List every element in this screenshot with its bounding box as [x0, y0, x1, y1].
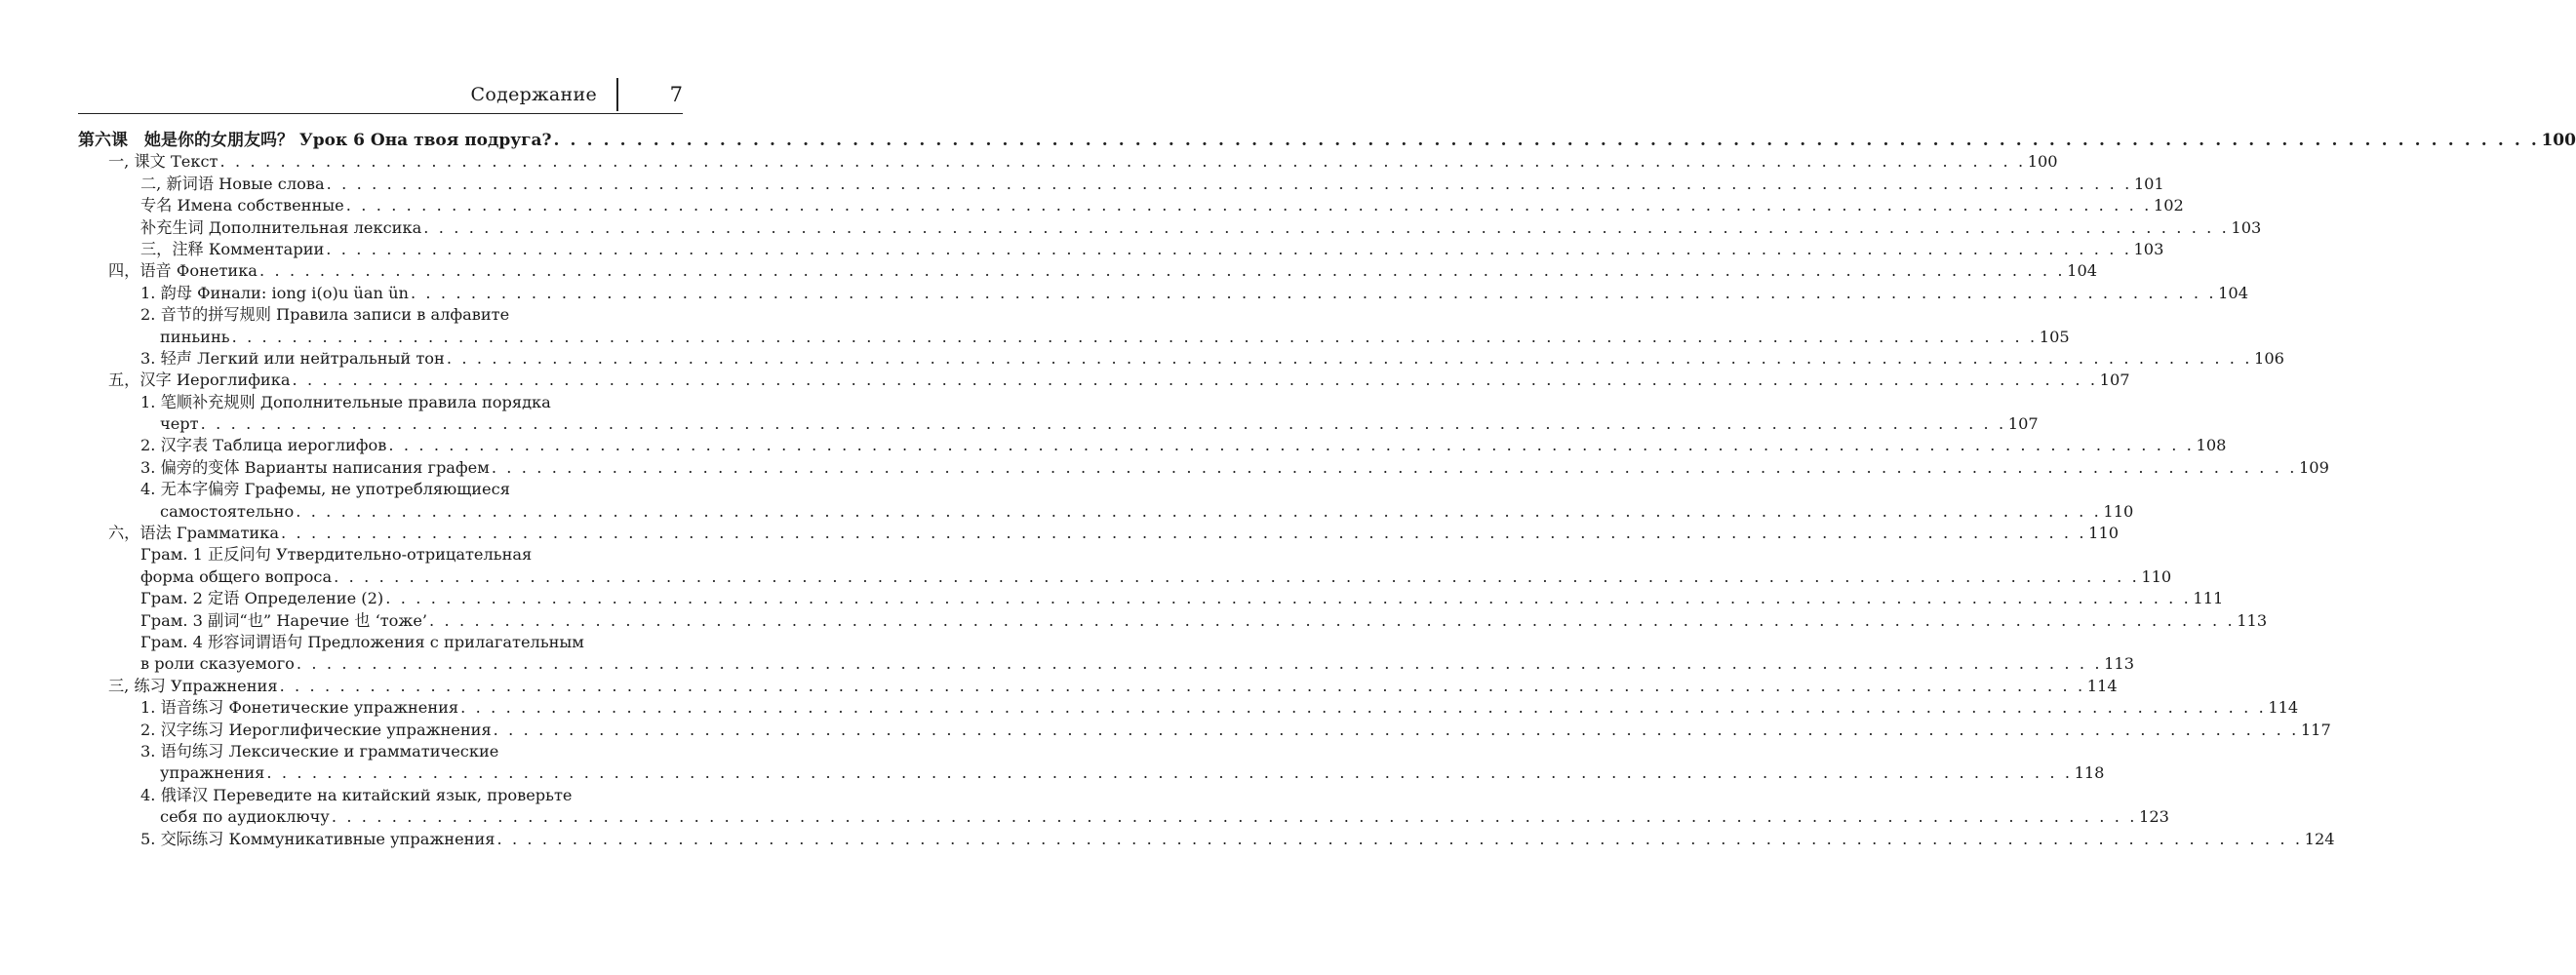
toc-entry [78, 304, 683, 326]
toc-entry-page: 100 [2027, 152, 2058, 172]
table-of-contents [78, 130, 2576, 850]
toc-entry-page: 102 [2153, 196, 2184, 215]
toc-entry-title: Грам. 1 正反问句 Утвердительно-отрицательная [140, 545, 533, 565]
toc-entry [78, 370, 2130, 391]
toc-entry [78, 829, 2335, 850]
toc-entry-page: 118 [2074, 763, 2105, 783]
toc-entry-title: самостоятельно [160, 501, 295, 521]
toc-entry [78, 501, 2134, 523]
toc-entry-title: 1. 语音练习 Фонетические упражнения [140, 698, 459, 718]
toc-entry-title: Грам. 2 定语 Определение (2) [140, 589, 384, 608]
page-number: 7 [669, 83, 683, 106]
dot-leader: . . . . . . . . . . . . . . . . . . . . . . . . . . . . . . . . . . . . . . . . . . . . . . . . . . . . . . . . . . . . . . . . . . . . . . . . . . . . . . . . . . . . . . . . . . . . . . . . . . . . . . . . . . . . . . . . . . . . . . . . [446, 348, 2253, 368]
toc-entry-page: 117 [2300, 720, 2331, 739]
toc-entry-title: пиньинь [160, 327, 230, 346]
toc-entry-page: 113 [2237, 610, 2268, 630]
toc-entry-title: 3. 语句练习 Лексические и грамматические [140, 741, 499, 760]
toc-entry-page: 106 [2254, 348, 2284, 368]
dot-leader: . . . . . . . . . . . . . . . . . . . . . . . . . . . . . . . . . . . . . . . . . . . . . . . . . . . . . . . . . . . . . . . . . . . . . . . . . . . . . . . . . . . . . . . . . . . . . . . . . . . . . . . . . . . . . . . . . . . . . . . . [200, 414, 2006, 434]
dot-leader: . . . . . . . . . . . . . . . . . . . . . . . . . . . . . . . . . . . . . . . . . . . . . . . . . . . . . . . . . . . . . . . . . . . . . . . . . . . . . . . . . . . . . . . . . . . . . . . . . . . . . . . . . . . . . . . . . . . . . . . . [491, 457, 2297, 477]
dot-leader: . . . . . . . . . . . . . . . . . . . . . . . . . . . . . . . . . . . . . . . . . . . . . . . . . . . . . . . . . . . . . . . . . . . . . . . . . . . . . . . . . . . . . . . . . . . . . . . . . . . . . . . . . . . . . . . . . . . . . . . . [296, 501, 2102, 521]
toc-entry [78, 327, 2070, 348]
dot-leader: . . . . . . . . . . . . . . . . . . . . . . . . . . . . . . . . . . . . . . . . . . . . . . . . . . . . . . . . . . . . . . . . . . . . . . . . . . . . . . . . . . . . . . . . . . . . . . . . . . . . . . . . . . . . . . . . . . . . . . . . [496, 829, 2303, 848]
toc-entry [78, 457, 2329, 479]
dot-leader: . . . . . . . . . . . . . . . . . . . . . . . . . . . . . . . . . . . . . . . . . . . . . . . . . . . . . . . . . . . . . . . . . . . . . . . . . . . . . . . . . . . . . . . . . . . . . . . . . . . . . . . . . . . . . . . . . . . . . . . . [219, 152, 2026, 172]
toc-entry-title: себя по аудиоключу [160, 807, 330, 827]
toc-entry-page: 114 [2268, 698, 2299, 718]
toc-entry-page: 108 [2196, 436, 2227, 455]
toc-entry-title: 三，注释 Комментарии [140, 239, 325, 258]
dot-leader: . . . . . . . . . . . . . . . . . . . . . . . . . . . . . . . . . . . . . . . . . . . . . . . . . . . . . . . . . . . . . . . . . . . . . . . . . . . . . . . . . . . . . . . . . . . . . . . . . . . . . . . . . . . . . . . . . . . . . . . . [266, 763, 2073, 783]
dot-leader: . . . . . . . . . . . . . . . . . . . . . . . . . . . . . . . . . . . . . . . . . . . . . . . . . . . . . . . . . . . . . . . . . . . . . . . . . . . . . . . . . . . . . . . . . . . . . . . . . . . . . . . . . . . . . . . . . . . . . . . . [231, 327, 2038, 346]
header-divider [616, 78, 618, 111]
toc-entry-title: в роли сказуемого [140, 654, 295, 674]
toc-entry [78, 217, 2262, 239]
toc-entry [78, 392, 683, 413]
toc-entry-title: 5. 交际练习 Коммуникативные упражнения [140, 829, 495, 848]
toc-entry-page: 101 [2133, 174, 2164, 193]
toc-entry-title: 1. 韵母 Финали: iong i(o)u üan ün [140, 283, 409, 302]
toc-entry-page: 109 [2299, 457, 2329, 477]
toc-entry [78, 413, 2039, 435]
dot-leader: . . . . . . . . . . . . . . . . . . . . . . . . . . . . . . . . . . . . . . . . . . . . . . . . . . . . . . . . . . . . . . . . . . . . . . . . . . . . . . . . . . . . . . . . . . . . . . . . . . . . . . . . . . . . . . . . . . . . . . . . [388, 436, 2195, 455]
toc-entry-title: Грам. 4 形容词谓语句 Предложения с прилагательным [140, 632, 584, 651]
toc-entry-title: форма общего вопроса [140, 566, 333, 586]
toc-entry-title: 4. 俄译汉 Переведите на китайский язык, проверьте [140, 785, 573, 804]
running-header [78, 78, 683, 114]
toc-entry-title: 六，语法 Грамматика [108, 524, 279, 543]
toc-entry-page: 110 [2141, 566, 2172, 586]
toc-entry-page: 110 [2103, 501, 2134, 521]
toc-entry [78, 239, 2164, 260]
toc-entry-title: 补充生词 Дополнительная лексика [140, 217, 422, 237]
toc-entry [78, 260, 2098, 282]
dot-leader: . . . . . . . . . . . . . . . . . . . . . . . . . . . . . . . . . . . . . . . . . . . . . . . . . . . . . . . . . . . . . . . . . . . . . . . . . . . . . . . . . . . . . . . . . . . . . . . . . . . . . . . . . . . . . . . . . . . . . . . . [460, 698, 2267, 718]
dot-leader: . . . . . . . . . . . . . . . . . . . . . . . . . . . . . . . . . . . . . . . . . . . . . . . . . . . . . . . . . . . . . . . . . . . . . . . . . . . . . . . . . . . . . . . . . . . . . . . . . . . . . . . . . . . . . . . . . . . . . . . . [553, 131, 2540, 150]
toc-entry [78, 130, 2576, 151]
toc-entry [78, 544, 683, 566]
dot-leader: . . . . . . . . . . . . . . . . . . . . . . . . . . . . . . . . . . . . . . . . . . . . . . . . . . . . . . . . . . . . . . . . . . . . . . . . . . . . . . . . . . . . . . . . . . . . . . . . . . . . . . . . . . . . . . . . . . . . . . . . [258, 261, 2066, 281]
toc-entry-page: 100 [2541, 131, 2576, 150]
dot-leader: . . . . . . . . . . . . . . . . . . . . . . . . . . . . . . . . . . . . . . . . . . . . . . . . . . . . . . . . . . . . . . . . . . . . . . . . . . . . . . . . . . . . . . . . . . . . . . . . . . . . . . . . . . . . . . . . . . . . . . . . [429, 610, 2236, 630]
toc-entry-page: 104 [2218, 283, 2249, 302]
toc-entry [78, 676, 2118, 697]
toc-entry-title: 3. 偏旁的变体 Варианты написания графем [140, 457, 490, 477]
toc-entry [78, 523, 2120, 544]
toc-entry-page: 111 [2193, 589, 2224, 608]
dot-leader: . . . . . . . . . . . . . . . . . . . . . . . . . . . . . . . . . . . . . . . . . . . . . . . . . . . . . . . . . . . . . . . . . . . . . . . . . . . . . . . . . . . . . . . . . . . . . . . . . . . . . . . . . . . . . . . . . . . . . . . . [326, 239, 2132, 258]
dot-leader: . . . . . . . . . . . . . . . . . . . . . . . . . . . . . . . . . . . . . . . . . . . . . . . . . . . . . . . . . . . . . . . . . . . . . . . . . . . . . . . . . . . . . . . . . . . . . . . . . . . . . . . . . . . . . . . . . . . . . . . . [334, 566, 2140, 586]
toc-entry [78, 151, 2058, 173]
toc-entry-page: 104 [2067, 261, 2098, 281]
toc-entry [78, 785, 683, 806]
dot-leader: . . . . . . . . . . . . . . . . . . . . . . . . . . . . . . . . . . . . . . . . . . . . . . . . . . . . . . . . . . . . . . . . . . . . . . . . . . . . . . . . . . . . . . . . . . . . . . . . . . . . . . . . . . . . . . . . . . . . . . . . [326, 174, 2132, 193]
toc-entry-title: 2. 音节的拼写规则 Правила записи в алфавите [140, 305, 510, 325]
toc-entry-page: 103 [2133, 239, 2164, 258]
toc-entry-title: 3. 轻声 Легкий или нейтральный тон [140, 348, 445, 368]
toc-entry-page: 110 [2088, 524, 2120, 543]
toc-entry-page: 103 [2231, 217, 2262, 237]
toc-entry [78, 195, 2184, 216]
toc-entry [78, 566, 2172, 588]
toc-entry-title: упражнения [160, 763, 265, 783]
toc-entry [78, 174, 2164, 195]
dot-leader: . . . . . . . . . . . . . . . . . . . . . . . . . . . . . . . . . . . . . . . . . . . . . . . . . . . . . . . . . . . . . . . . . . . . . . . . . . . . . . . . . . . . . . . . . . . . . . . . . . . . . . . . . . . . . . . . . . . . . . . . [279, 676, 2085, 695]
toc-entry [78, 806, 2169, 828]
toc-entry [78, 610, 2268, 632]
toc-entry [78, 653, 2135, 675]
toc-entry-page: 107 [2007, 414, 2039, 434]
dot-leader: . . . . . . . . . . . . . . . . . . . . . . . . . . . . . . . . . . . . . . . . . . . . . . . . . . . . . . . . . . . . . . . . . . . . . . . . . . . . . . . . . . . . . . . . . . . . . . . . . . . . . . . . . . . . . . . . . . . . . . . . [423, 217, 2230, 237]
toc-entry [78, 348, 2284, 370]
toc-entry-page: 123 [2139, 807, 2169, 827]
toc-entry-page: 113 [2104, 654, 2135, 674]
toc-entry-page: 107 [2099, 370, 2130, 390]
toc-entry [78, 435, 2227, 456]
toc-entry [78, 588, 2224, 609]
toc-entry-title: 第六课 她是你的女朋友吗？ Урок 6 Она твоя подруга? [78, 131, 552, 150]
toc-entry-title: 四，语音 Фонетика [108, 261, 258, 281]
toc-entry-page: 124 [2304, 829, 2335, 848]
dot-leader: . . . . . . . . . . . . . . . . . . . . . . . . . . . . . . . . . . . . . . . . . . . . . . . . . . . . . . . . . . . . . . . . . . . . . . . . . . . . . . . . . . . . . . . . . . . . . . . . . . . . . . . . . . . . . . . . . . . . . . . . [410, 283, 2217, 302]
toc-entry-title: 2. 汉字练习 Иероглифические упражнения [140, 720, 492, 739]
toc-entry [78, 479, 683, 500]
dot-leader: . . . . . . . . . . . . . . . . . . . . . . . . . . . . . . . . . . . . . . . . . . . . . . . . . . . . . . . . . . . . . . . . . . . . . . . . . . . . . . . . . . . . . . . . . . . . . . . . . . . . . . . . . . . . . . . . . . . . . . . . [345, 196, 2152, 215]
toc-entry [78, 762, 2105, 784]
dot-leader: . . . . . . . . . . . . . . . . . . . . . . . . . . . . . . . . . . . . . . . . . . . . . . . . . . . . . . . . . . . . . . . . . . . . . . . . . . . . . . . . . . . . . . . . . . . . . . . . . . . . . . . . . . . . . . . . . . . . . . . . [292, 370, 2098, 390]
toc-entry-page: 114 [2086, 676, 2118, 695]
toc-entry-title: 二, 新词语 Новые слова [140, 174, 325, 193]
toc-entry [78, 720, 2331, 741]
dot-leader: . . . . . . . . . . . . . . . . . . . . . . . . . . . . . . . . . . . . . . . . . . . . . . . . . . . . . . . . . . . . . . . . . . . . . . . . . . . . . . . . . . . . . . . . . . . . . . . . . . . . . . . . . . . . . . . . . . . . . . . . [331, 807, 2138, 827]
dot-leader: . . . . . . . . . . . . . . . . . . . . . . . . . . . . . . . . . . . . . . . . . . . . . . . . . . . . . . . . . . . . . . . . . . . . . . . . . . . . . . . . . . . . . . . . . . . . . . . . . . . . . . . . . . . . . . . . . . . . . . . . [280, 524, 2087, 543]
toc-entry [78, 741, 683, 762]
toc-entry-title: 2. 汉字表 Таблица иероглифов [140, 436, 387, 455]
toc-entry-title: черт [160, 414, 199, 434]
toc-entry-title: 一, 课文 Текст [108, 152, 218, 172]
dot-leader: . . . . . . . . . . . . . . . . . . . . . . . . . . . . . . . . . . . . . . . . . . . . . . . . . . . . . . . . . . . . . . . . . . . . . . . . . . . . . . . . . . . . . . . . . . . . . . . . . . . . . . . . . . . . . . . . . . . . . . . . [296, 654, 2103, 674]
header-title: Содержание [470, 84, 597, 105]
toc-entry-title: Грам. 3 副词“也” Наречие 也 ‘тоже’ [140, 610, 428, 630]
toc-entry-title: 三, 练习 Упражнения [108, 676, 278, 695]
toc-entry-page: 105 [2039, 327, 2070, 346]
toc-entry [78, 283, 2249, 304]
toc-entry [78, 697, 2299, 719]
dot-leader: . . . . . . . . . . . . . . . . . . . . . . . . . . . . . . . . . . . . . . . . . . . . . . . . . . . . . . . . . . . . . . . . . . . . . . . . . . . . . . . . . . . . . . . . . . . . . . . . . . . . . . . . . . . . . . . . . . . . . . . . [385, 589, 2192, 608]
toc-entry [78, 632, 683, 653]
dot-leader: . . . . . . . . . . . . . . . . . . . . . . . . . . . . . . . . . . . . . . . . . . . . . . . . . . . . . . . . . . . . . . . . . . . . . . . . . . . . . . . . . . . . . . . . . . . . . . . . . . . . . . . . . . . . . . . . . . . . . . . . [493, 720, 2299, 739]
toc-entry-title: 专名 Имена собственные [140, 196, 344, 215]
toc-entry-title: 五，汉字 Иероглифика [108, 370, 291, 390]
toc-entry-title: 1. 笔顺补充规则 Дополнительные правила порядка [140, 392, 551, 411]
toc-entry-title: 4. 无本字偏旁 Графемы, не употребляющиеся [140, 480, 510, 499]
